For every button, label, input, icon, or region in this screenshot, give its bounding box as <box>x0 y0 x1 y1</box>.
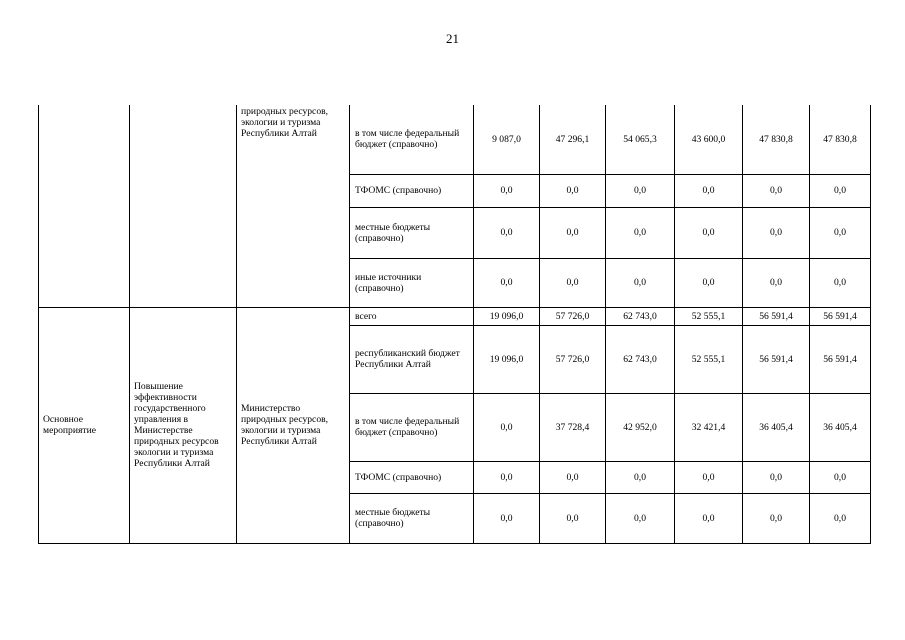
value-cell: 0,0 <box>743 207 810 258</box>
value-cell: 0,0 <box>474 258 540 307</box>
value-cell: 56 591,4 <box>810 307 871 325</box>
value-cell: 0,0 <box>606 461 675 493</box>
value-cell: 47 296,1 <box>540 105 606 174</box>
value-cell: 0,0 <box>474 174 540 207</box>
value-cell: 57 726,0 <box>540 325 606 393</box>
status-cell: Основное мероприятие <box>39 307 130 543</box>
value-cell: 52 555,1 <box>675 307 743 325</box>
budget-table <box>38 105 871 544</box>
value-cell: 0,0 <box>743 174 810 207</box>
value-cell: 0,0 <box>474 493 540 543</box>
name-cell <box>130 105 237 307</box>
value-cell: 0,0 <box>675 461 743 493</box>
funding-source-cell: ТФОМС (справочно) <box>350 461 474 493</box>
value-cell: 9 087,0 <box>474 105 540 174</box>
value-cell: 0,0 <box>474 207 540 258</box>
status-cell <box>39 105 130 307</box>
value-cell: 0,0 <box>675 493 743 543</box>
value-cell: 0,0 <box>810 174 871 207</box>
value-cell: 36 405,4 <box>743 393 810 461</box>
value-cell: 42 952,0 <box>606 393 675 461</box>
funding-source-cell: местные бюджеты (справочно) <box>350 493 474 543</box>
funding-source-cell: иные источники (справочно) <box>350 258 474 307</box>
value-cell: 62 743,0 <box>606 307 675 325</box>
value-cell: 0,0 <box>606 258 675 307</box>
executor-cell: природных ресурсов, экологии и туризма Республики Алтай <box>237 105 350 307</box>
value-cell: 0,0 <box>540 493 606 543</box>
value-cell: 0,0 <box>675 174 743 207</box>
value-cell: 19 096,0 <box>474 307 540 325</box>
value-cell: 0,0 <box>606 174 675 207</box>
executor-cell: Министерство природных ресурсов, экологии и туризма Республики Алтай <box>237 307 350 543</box>
value-cell: 0,0 <box>743 258 810 307</box>
funding-source-cell: ТФОМС (справочно) <box>350 174 474 207</box>
value-cell: 19 096,0 <box>474 325 540 393</box>
value-cell: 52 555,1 <box>675 325 743 393</box>
value-cell: 0,0 <box>810 461 871 493</box>
value-cell: 54 065,3 <box>606 105 675 174</box>
value-cell: 47 830,8 <box>810 105 871 174</box>
value-cell: 0,0 <box>540 174 606 207</box>
value-cell: 0,0 <box>743 493 810 543</box>
value-cell: 57 726,0 <box>540 307 606 325</box>
value-cell: 62 743,0 <box>606 325 675 393</box>
table-row <box>39 105 871 174</box>
value-cell: 0,0 <box>474 393 540 461</box>
funding-source-cell: республиканский бюджет Республики Алтай <box>350 325 474 393</box>
funding-source-cell: в том числе федеральный бюджет (справочно) <box>350 393 474 461</box>
value-cell: 0,0 <box>606 493 675 543</box>
value-cell: 56 591,4 <box>810 325 871 393</box>
value-cell: 0,0 <box>474 461 540 493</box>
funding-source-cell: всего <box>350 307 474 325</box>
value-cell: 43 600,0 <box>675 105 743 174</box>
funding-source-cell: местные бюджеты (справочно) <box>350 207 474 258</box>
value-cell: 0,0 <box>675 258 743 307</box>
value-cell: 56 591,4 <box>743 307 810 325</box>
value-cell: 37 728,4 <box>540 393 606 461</box>
value-cell: 0,0 <box>810 207 871 258</box>
budget-table-wrapper <box>38 105 871 544</box>
value-cell: 47 830,8 <box>743 105 810 174</box>
value-cell: 36 405,4 <box>810 393 871 461</box>
value-cell: 0,0 <box>810 493 871 543</box>
table-row <box>39 307 871 325</box>
value-cell: 0,0 <box>743 461 810 493</box>
value-cell: 0,0 <box>540 258 606 307</box>
value-cell: 0,0 <box>675 207 743 258</box>
page-number: 21 <box>446 31 459 46</box>
value-cell: 0,0 <box>540 461 606 493</box>
value-cell: 0,0 <box>606 207 675 258</box>
funding-source-cell: в том числе федеральный бюджет (справочно) <box>350 105 474 174</box>
value-cell: 32 421,4 <box>675 393 743 461</box>
value-cell: 56 591,4 <box>743 325 810 393</box>
value-cell: 0,0 <box>540 207 606 258</box>
name-cell: Повышение эффективности государственного управления в Министерстве природных ресурсов экологии и туризма Республики Алтай <box>130 307 237 543</box>
value-cell: 0,0 <box>810 258 871 307</box>
